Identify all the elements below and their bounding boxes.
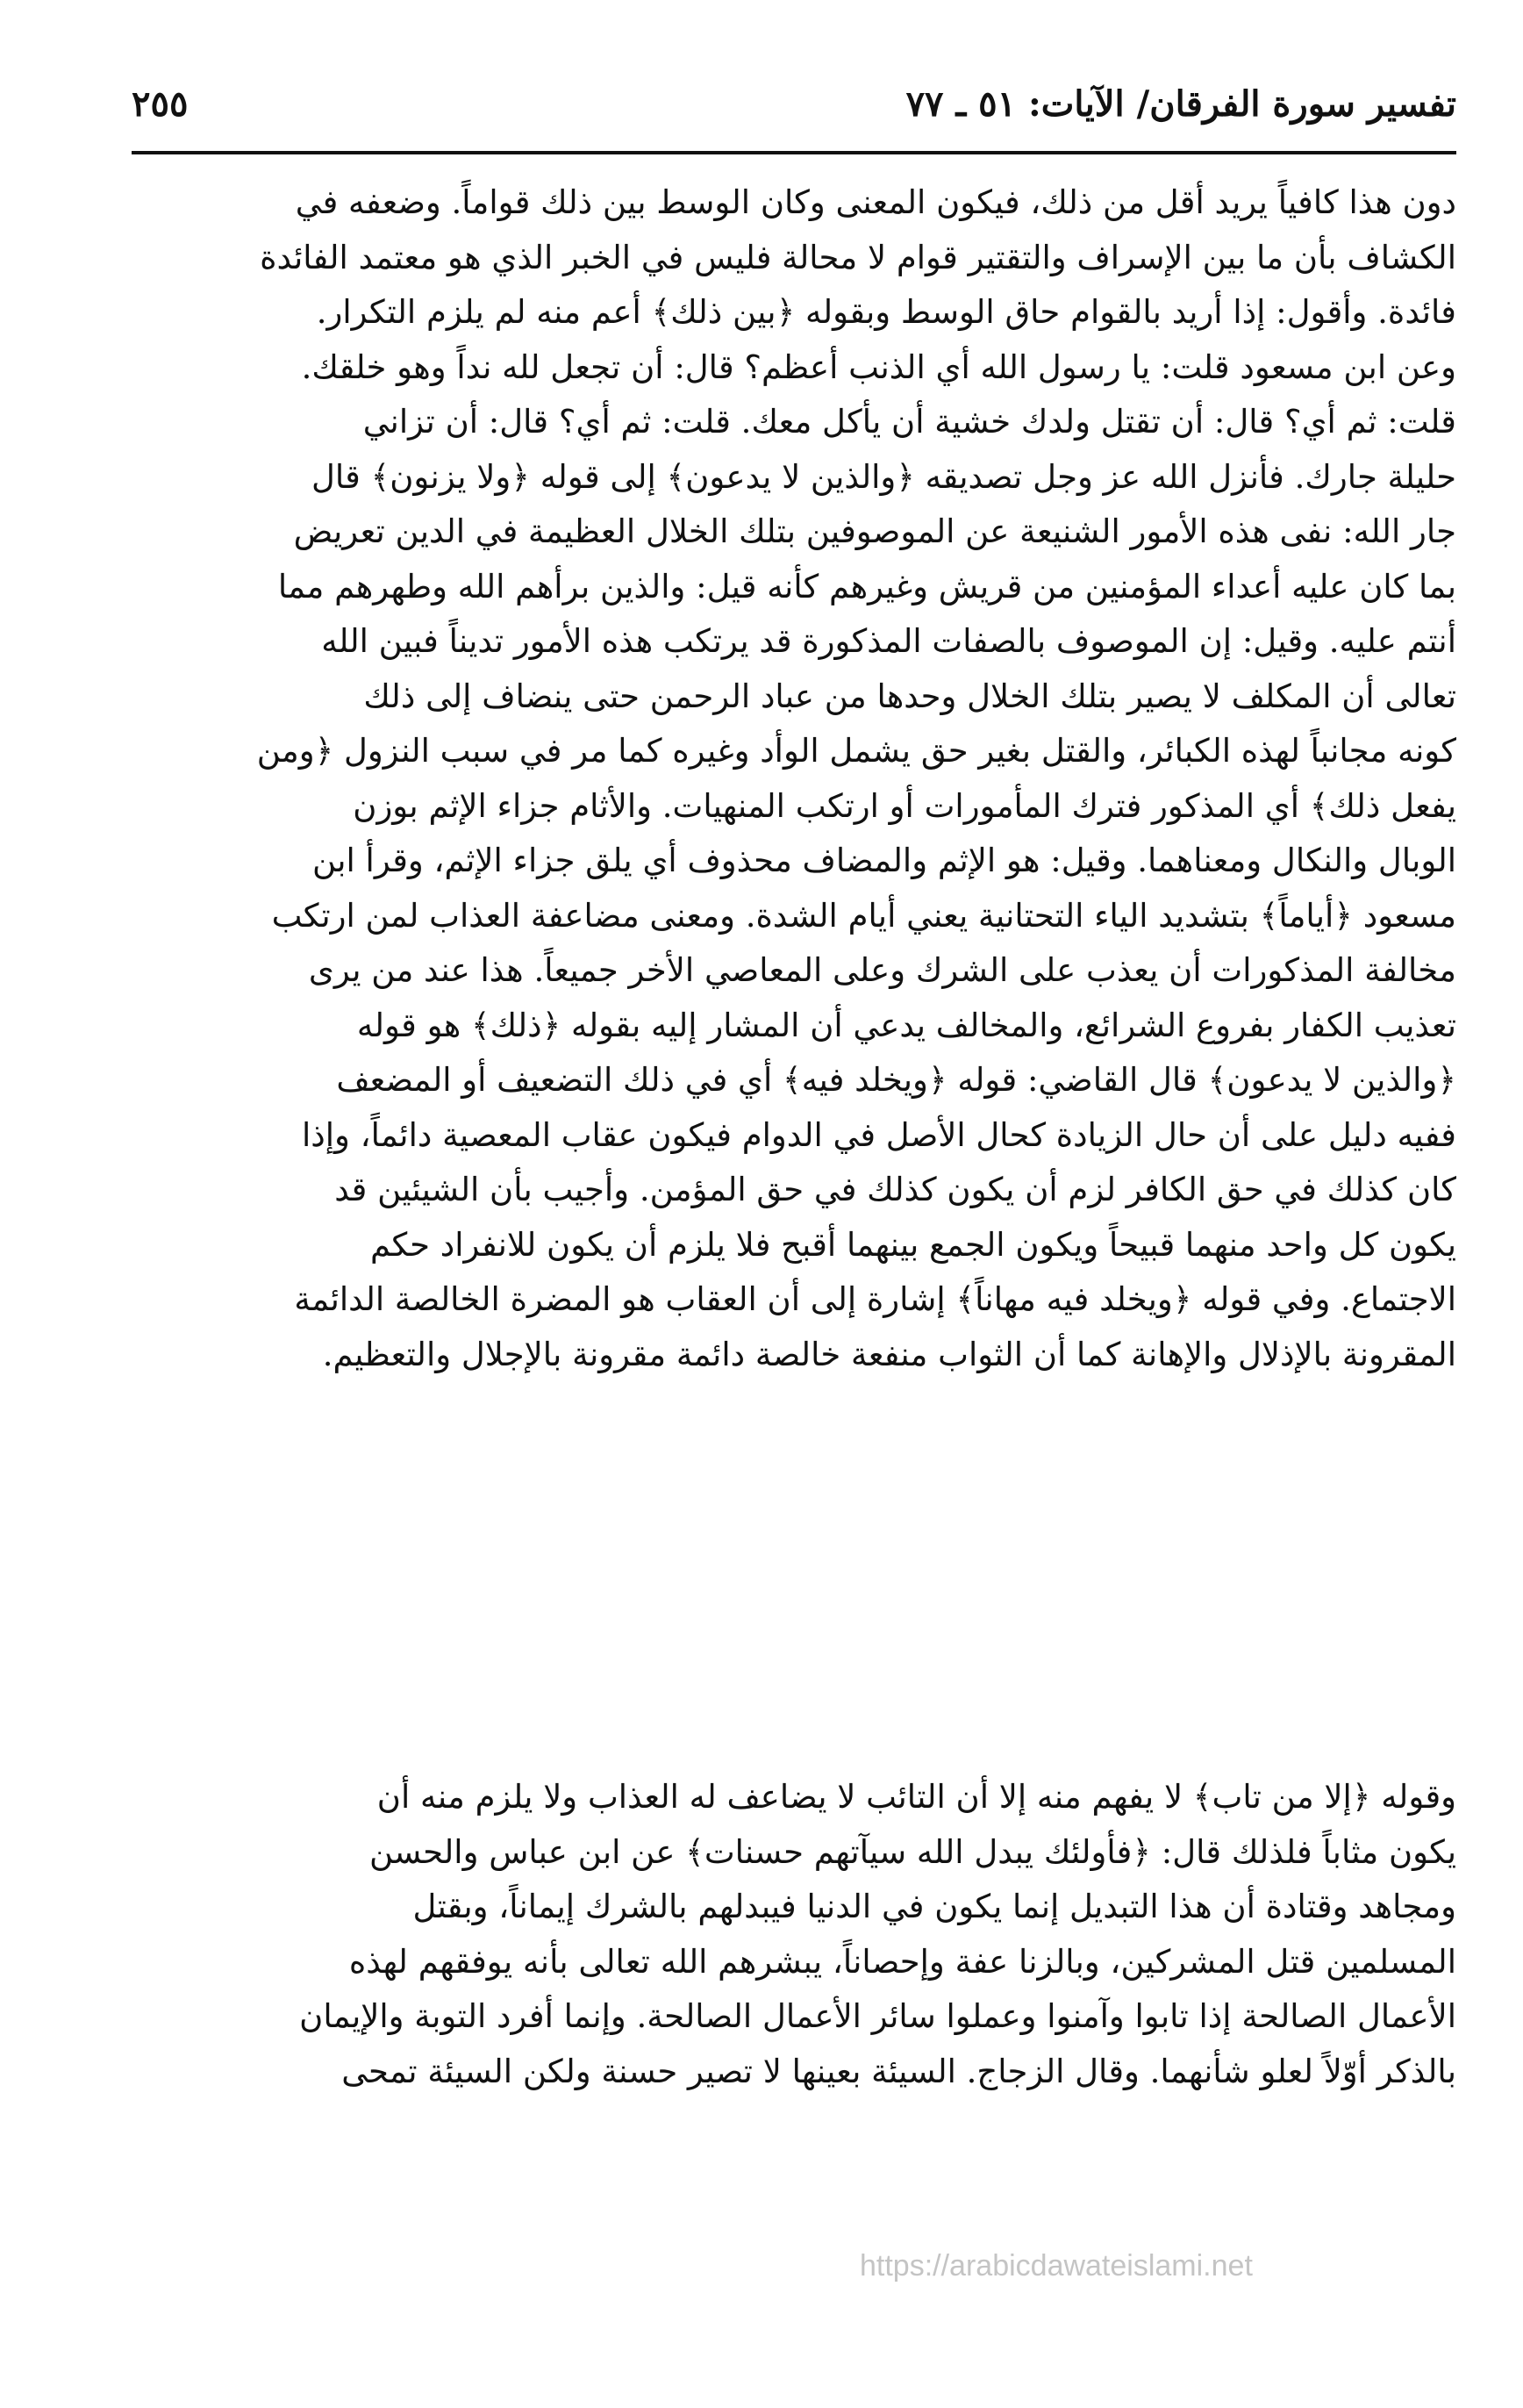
text-line: الأعمال الصالحة إذا تابوا وآمنوا وعملوا سائر الأعمال الصالحة. وإنما أفرد التوبة والإيمان — [299, 1997, 1456, 2035]
body-paragraph-2 — [147, 1770, 1456, 2099]
running-title: تفسير سورة الفرقان/ الآيات: ٥١ ـ ٧٧ — [905, 83, 1456, 125]
page-number: ٢٥٥ — [132, 83, 189, 125]
text-line: يفعل ذلك﴾ أي المذكور فترك المأمورات أو ارتكب المنهيات. والأثام جزاء الإثم بوزن — [353, 786, 1456, 825]
header-divider — [132, 151, 1456, 154]
watermark-url: https://arabicdawateislami.net — [860, 2249, 1253, 2283]
text-line: قلت: ثم أي؟ قال: أن تقتل ولدك خشية أن يأكل معك. قلت: ثم أي؟ قال: أن تزاني — [362, 403, 1456, 441]
text-line: حليلة جارك. فأنزل الله عز وجل تصديقه ﴿والذين لا يدعون﴾ إلى قوله ﴿ولا يزنون﴾ قال — [311, 457, 1456, 496]
text-line: يكون مثاباً فلذلك قال: ﴿فأولئك يبدل الله سيآتهم حسنات﴾ عن ابن عباس والحسن — [368, 1832, 1456, 1871]
text-line: يكون كل واحد منهما قبيحاً ويكون الجمع بينهما أقبح فلا يلزم أن يكون للانفراد حكم — [370, 1225, 1456, 1264]
text-line: ومجاهد وقتادة أن هذا التبديل إنما يكون في الدنيا فيبدلهم بالشرك إيماناً، وبقتل — [412, 1888, 1456, 1925]
text-line: ففيه دليل على أن حال الزيادة كحال الأصل في الدوام فيكون عقاب المعصية دائماً، وإذا — [302, 1115, 1456, 1154]
text-line: بالذكر أوّلاً لعلو شأنهما. وقال الزجاج. السيئة بعينها لا تصير حسنة ولكن السيئة تمحى — [341, 2052, 1456, 2090]
text-line: مخالفة المذكورات أن يعذب على الشرك وعلى المعاصي الأخر جميعاً. هذا عند من يرى — [308, 951, 1456, 989]
text-line: جار الله: نفى هذه الأمور الشنيعة عن الموصوفين بتلك الخلال العظيمة في الدين تعريض — [293, 512, 1456, 550]
text-line: تعالى أن المكلف لا يصير بتلك الخلال وحدها من عباد الرحمن حتى ينضاف إلى ذلك — [363, 677, 1456, 715]
text-line: الوبال والنكال ومعناهما. وقيل: هو الإثم والمضاف محذوف أي يلق جزاء الإثم، وقرأ ابن — [312, 842, 1456, 879]
text-line: كونه مجانباً لهذه الكبائر، والقتل بغير حق يشمل الوأد وغيره كما مر في سبب النزول ﴿ومن — [256, 732, 1456, 770]
text-line: كان كذلك في حق الكافر لزم أن يكون كذلك في حق المؤمن. وأجيب بأن الشيئين قد — [334, 1171, 1456, 1208]
text-line: المسلمين قتل المشركين، وبالزنا عفة وإحصاناً، يبشرهم الله تعالى بأنه يوفقهم لهذه — [348, 1942, 1456, 1981]
text-line: الكشاف بأن ما بين الإسراف والتقتير قوام لا محالة فليس في الخبر الذي هو معتمد الفائدة — [260, 238, 1456, 276]
page-header — [132, 83, 1456, 145]
text-line: المقرونة بالإذلال والإهانة كما أن الثواب منفعة خالصة دائمة مقرونة بالإجلال والتعظيم. — [322, 1335, 1456, 1373]
text-line: أنتم عليه. وقيل: إن الموصوف بالصفات المذكورة قد يرتكب هذه الأمور تديناً فبين الله — [321, 622, 1456, 660]
text-line: وعن ابن مسعود قلت: يا رسول الله أي الذنب أعظم؟ قال: أن تجعل لله نداً وهو خلقك. — [301, 348, 1456, 386]
text-line: وقوله ﴿إلا من تاب﴾ لا يفهم منه إلا أن التائب لا يضاعف له العذاب ولا يلزم منه أن — [376, 1778, 1456, 1816]
text-line: ﴿والذين لا يدعون﴾ قال القاضي: قوله ﴿ويخلد فيه﴾ أي في ذلك التضعيف أو المضعف — [336, 1061, 1456, 1099]
body-paragraph-1 — [147, 176, 1456, 1382]
text-line: مسعود ﴿أياماً﴾ بتشديد الياء التحتانية يعني أيام الشدة. ومعنى مضاعفة العذاب لمن ارتكب — [271, 896, 1456, 935]
text-line: الاجتماع. وفي قوله ﴿ويخلد فيه مهاناً﴾ إشارة إلى أن العقاب هو المضرة الخالصة الدائمة — [294, 1280, 1456, 1318]
text-line: بما كان عليه أعداء المؤمنين من قريش وغيرهم كأنه قيل: والذين برأهم الله وطهرهم مما — [277, 567, 1456, 606]
text-line: فائدة. وأقول: إذا أريد بالقوام حاق الوسط وبقوله ﴿بين ذلك﴾ أعم منه لم يلزم التكرار. — [316, 293, 1456, 331]
text-line: دون هذا كافياً يريد أقل من ذلك، فيكون المعنى وكان الوسط بين ذلك قواماً. وضعفه في — [295, 183, 1456, 221]
text-line: تعذيب الكفار بفروع الشرائع، والمخالف يدعي أن المشار إليه بقوله ﴿ذلك﴾ هو قوله — [356, 1006, 1456, 1044]
